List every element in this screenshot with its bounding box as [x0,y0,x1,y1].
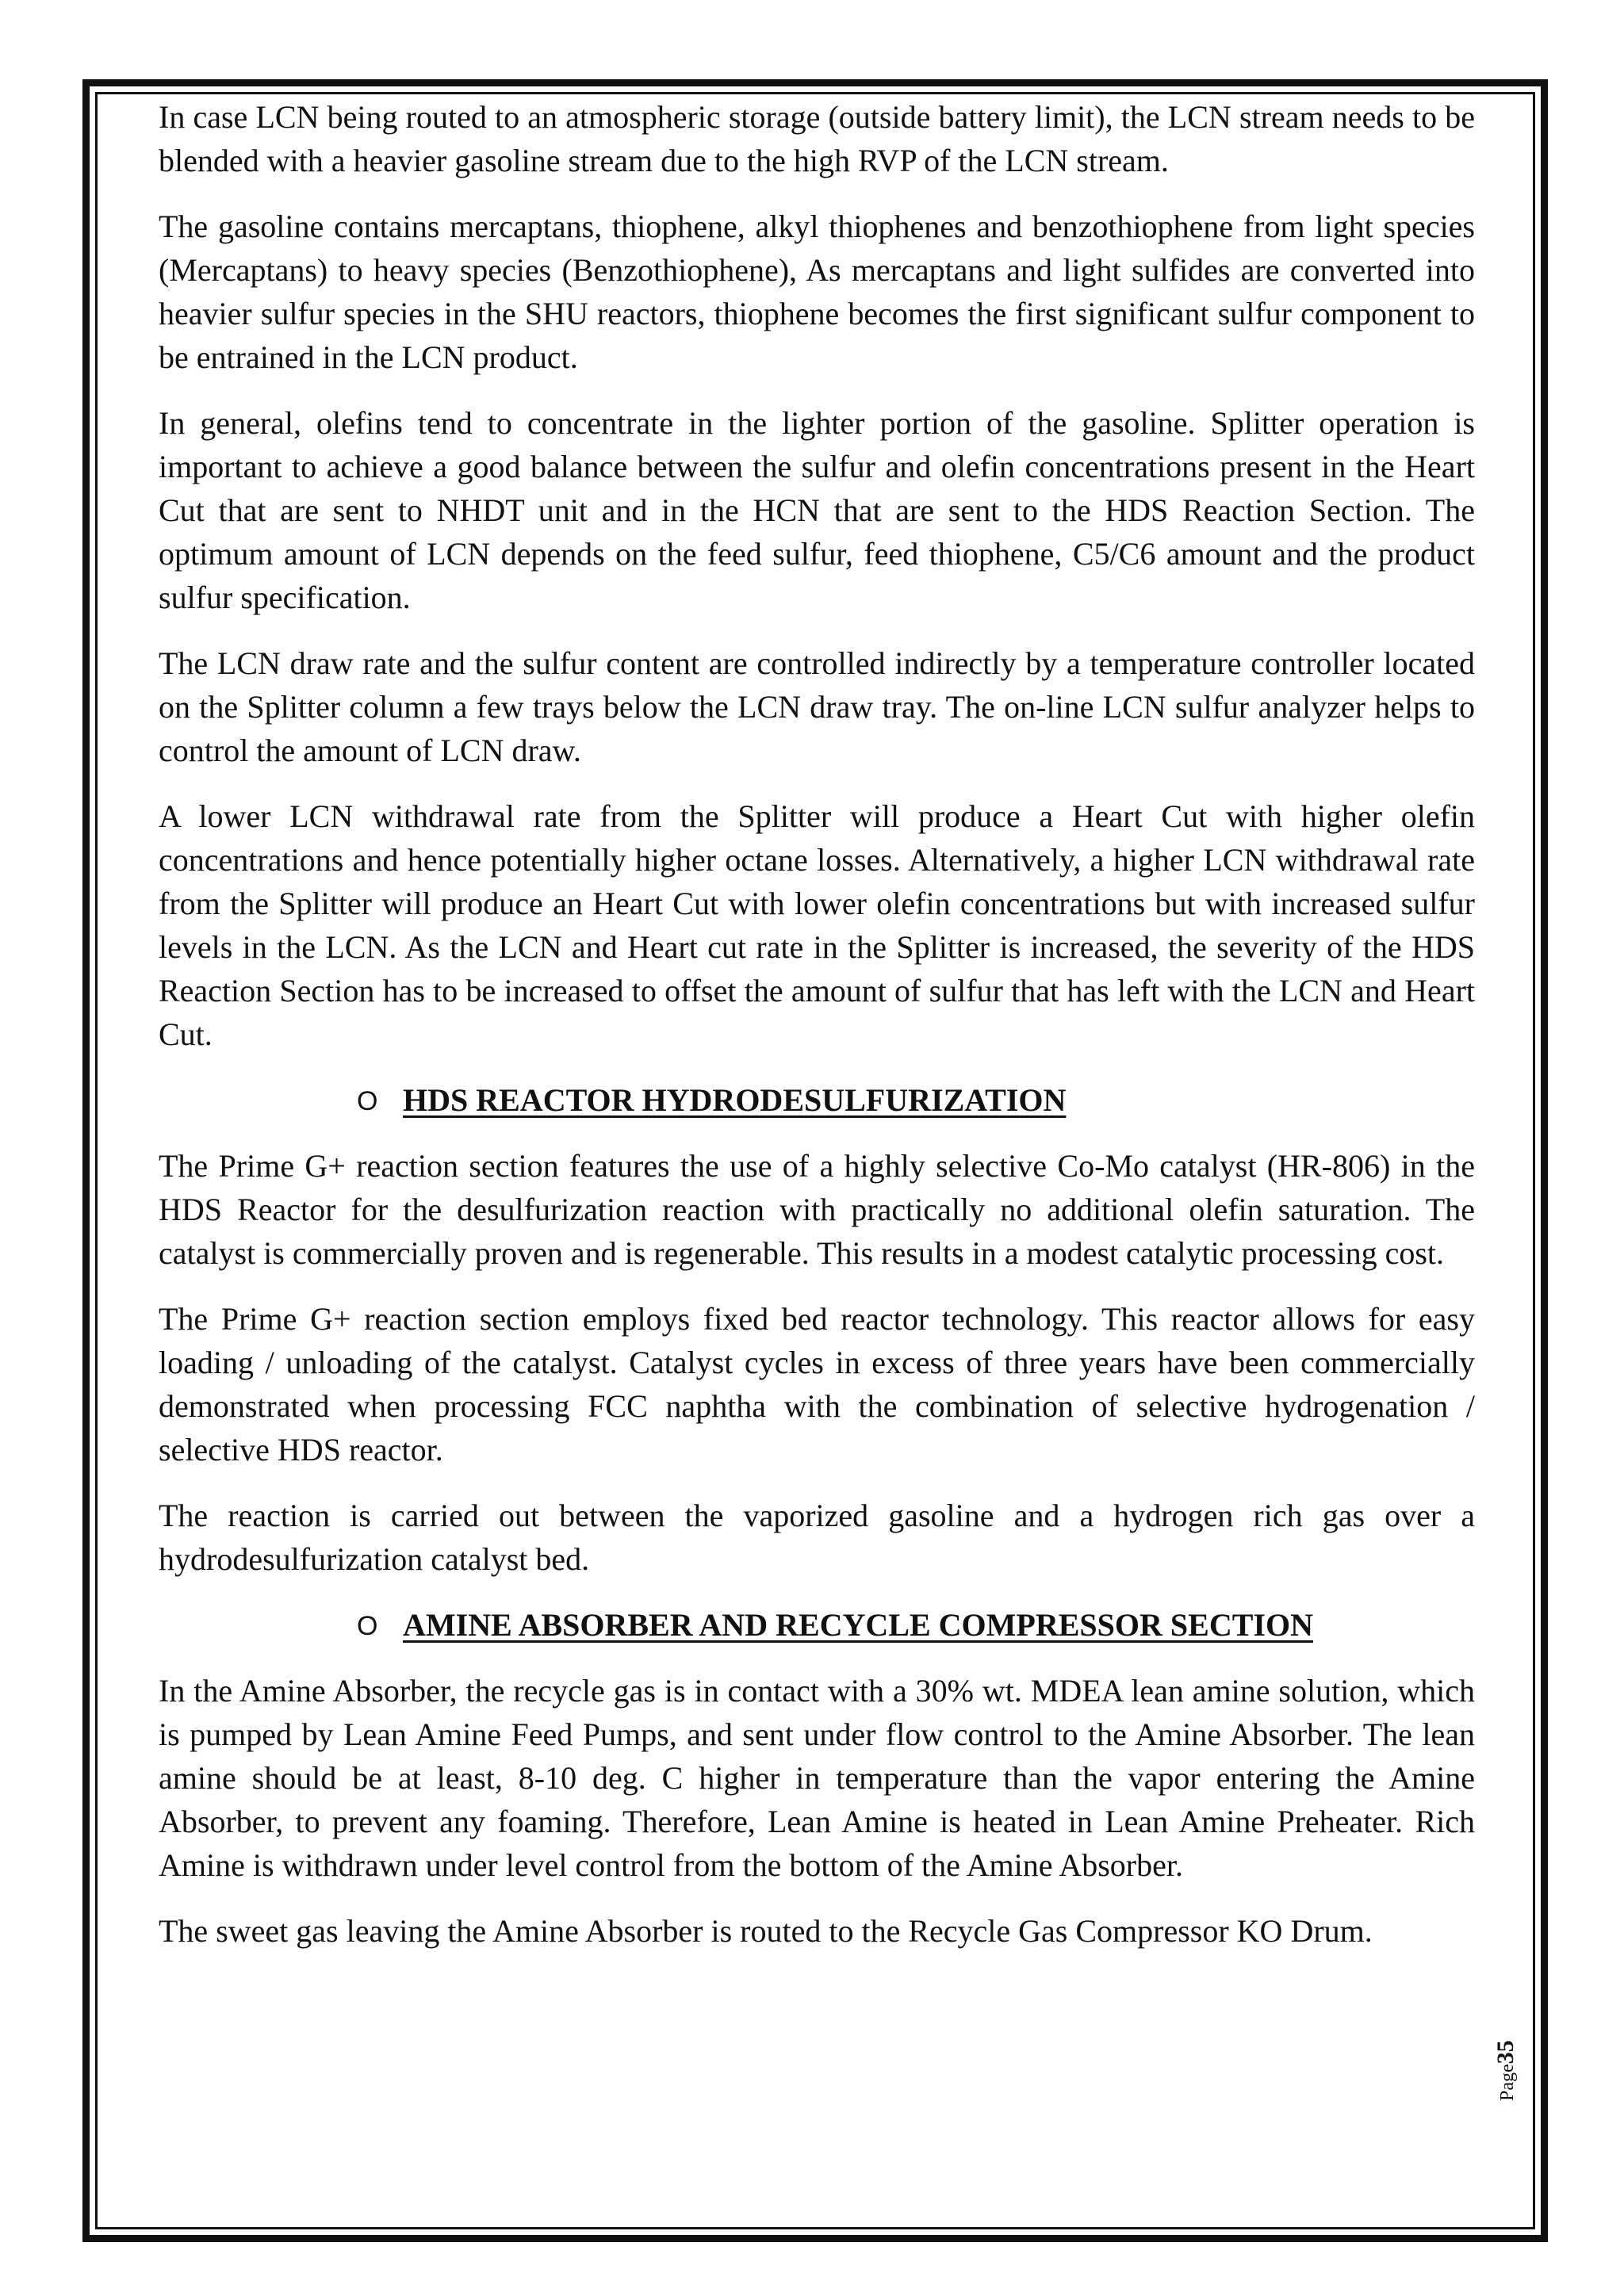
page-content [159,95,1475,1975]
section-heading-hds-text: HDS REACTOR HYDRODESULFURIZATION [403,1082,1067,1118]
paragraph-lcn-draw-rate: The LCN draw rate and the sulfur content are controlled indirectly by a temperature controller located on the Splitter column a few trays below the LCN draw tray. The on-line LCN sulfur analyzer helps to control the amount of LCN draw. [159,645,1475,768]
bullet-icon: O [357,1611,378,1641]
section-heading-amine-text: AMINE ABSORBER AND RECYCLE COMPRESSOR SECTION [403,1607,1313,1643]
paragraph-lcn-withdrawal-rate: A lower LCN withdrawal rate from the Splitter will produce a Heart Cut with higher olefin concentrations and hence potentially higher octane losses. Alternatively, a higher LCN withdrawal rate from the Splitter will produce an Heart Cut with lower olefin concentrations but with increased sulfur levels in the LCN. As the LCN and Heart cut rate in the Splitter is increased, the severity of the HDS Reaction Section has to be increased to offset the amount of sulfur that has left with the LCN and Heart Cut. [159,798,1475,1052]
paragraph-hds-catalyst: The Prime G+ reaction section features the use of a highly selective Co-Mo catalyst (HR-806) in the HDS Reactor for the desulfurization reaction with practically no additional olefin saturation. The catalyst is commercially proven and is regenerable. This results in a modest catalytic processing cost. [159,1148,1475,1271]
section-heading-hds [159,1078,1475,1122]
paragraph-hds-reaction: The reaction is carried out between the vaporized gasoline and a hydrogen rich gas over a hydrodesulfurization catalyst bed. [159,1498,1475,1577]
page-number-value: 35 [1492,2040,1519,2064]
paragraph-amine-absorber: In the Amine Absorber, the recycle gas is in contact with a 30% wt. MDEA lean amine solution, which is pumped by Lean Amine Feed Pumps, and sent under flow control to the Amine Absorber. The lean amine should be at least, 8-10 deg. C higher in temperature than the vapor entering the Amine Absorber, to prevent any foaming. Therefore, Lean Amine is heated in Lean Amine Preheater. Rich Amine is withdrawn under level control from the bottom of the Amine Absorber. [159,1673,1475,1883]
paragraph-lcn-storage: In case LCN being routed to an atmospheric storage (outside battery limit), the LCN stream needs to be blended with a heavier gasoline stream due to the high RVP of the LCN stream. [159,99,1475,178]
page-number-label: Page [1497,2064,1518,2101]
paragraph-gasoline-sulfur-species: The gasoline contains mercaptans, thiophene, alkyl thiophenes and benzothiophene from light species (Mercaptans) to heavy species (Benzothiophene), As mercaptans and light sulfides are converted into heavier sulfur species in the SHU reactors, thiophene becomes the first significant sulfur component to be entrained in the LCN product. [159,209,1475,375]
page-number [1492,2040,1519,2101]
paragraph-splitter-operation: In general, olefins tend to concentrate in the lighter portion of the gasoline. Splitter operation is important to achieve a good balance between the sulfur and olefin concentrations present in the Heart Cut that are sent to NHDT unit and in the HCN that are sent to the HDS Reaction Section. The optimum amount of LCN depends on the feed sulfur, feed thiophene, C5/C6 amount and the product sulfur specification. [159,405,1475,615]
paragraph-hds-fixed-bed: The Prime G+ reaction section employs fixed bed reactor technology. This reactor allows for easy loading / unloading of the catalyst. Catalyst cycles in excess of three years have been commercially demonstrated when processing FCC naphtha with the combination of selective hydrogenation / selective HDS reactor. [159,1301,1475,1468]
paragraph-sweet-gas: The sweet gas leaving the Amine Absorber is routed to the Recycle Gas Compressor KO Drum. [159,1913,1373,1949]
bullet-icon: O [357,1086,378,1116]
section-heading-amine [159,1603,1475,1647]
